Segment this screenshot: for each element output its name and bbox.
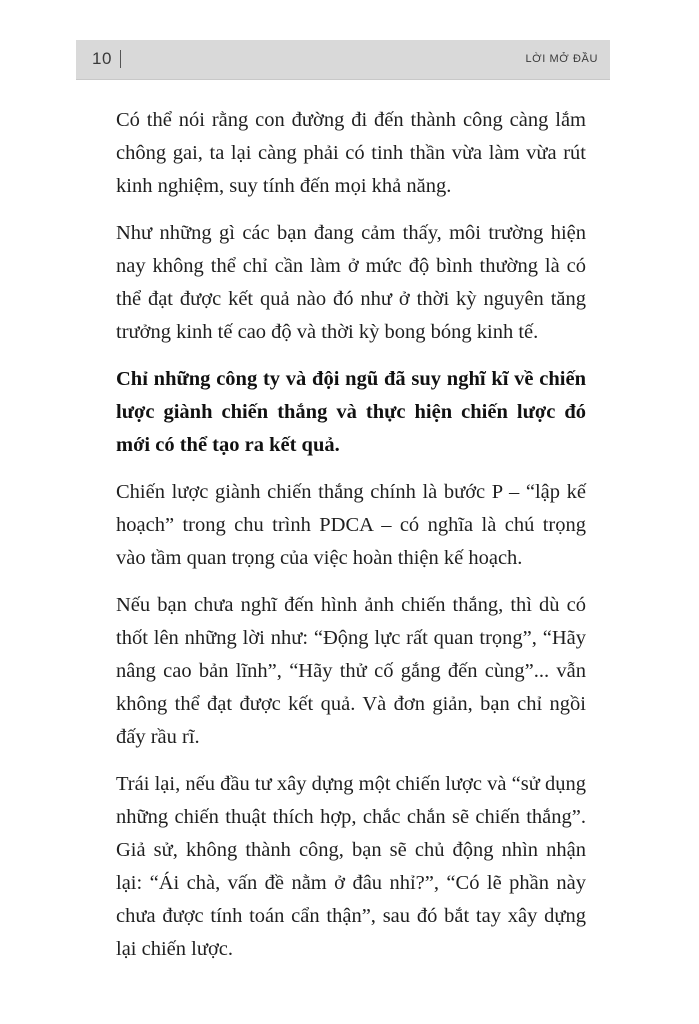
page-number: 10: [92, 49, 112, 68]
running-header: [76, 40, 610, 80]
paragraph: Trái lại, nếu đầu tư xây dựng một chiến lược và “sử dụng những chiến thuật thích hợp, chắc chắn sẽ chiến thắng”. Giả sử, không thành công, bạn sẽ chủ động nhìn nhận lại: “Ái chà, vấn đề nằm ở đâu nhỉ?”, “Có lẽ phần này chưa được tính toán cẩn thận”, sau đó bắt tay xây dựng lại chiến lược.: [116, 773, 586, 960]
body-text: [116, 104, 586, 980]
chapter-title: LỜI MỞ ĐẦU: [525, 53, 598, 65]
paragraph: Nếu bạn chưa nghĩ đến hình ảnh chiến thắng, thì dù có thốt lên những lời như: “Động lực rất quan trọng”, “Hãy nâng cao bản lĩnh”, “Hãy thử cố gắng đến cùng”... vẫn không thể đạt được kết quả. Và đơn giản, bạn chỉ ngồi đấy rầu rĩ.: [116, 594, 586, 748]
paragraph: Có thể nói rằng con đường đi đến thành công càng lắm chông gai, ta lại càng phải có tinh thần vừa làm vừa rút kinh nghiệm, suy tính đến mọi khả năng.: [116, 109, 586, 197]
paragraph: Chiến lược giành chiến thắng chính là bước P – “lập kế hoạch” trong chu trình PDCA – có nghĩa là chú trọng vào tầm quan trọng của việc hoàn thiện kế hoạch.: [116, 481, 586, 569]
header-divider: [120, 50, 121, 68]
emphasized-paragraph: Chỉ những công ty và đội ngũ đã suy nghĩ kĩ về chiến lược giành chiến thắng và thực hiện chiến lược đó mới có thể tạo ra kết quả.: [116, 368, 586, 456]
paragraph: Như những gì các bạn đang cảm thấy, môi trường hiện nay không thể chỉ cần làm ở mức độ bình thường là có thể đạt được kết quả nào đó như ở thời kỳ nguyên tăng trưởng kinh tế cao độ và thời kỳ bong bóng kinh tế.: [116, 222, 586, 343]
